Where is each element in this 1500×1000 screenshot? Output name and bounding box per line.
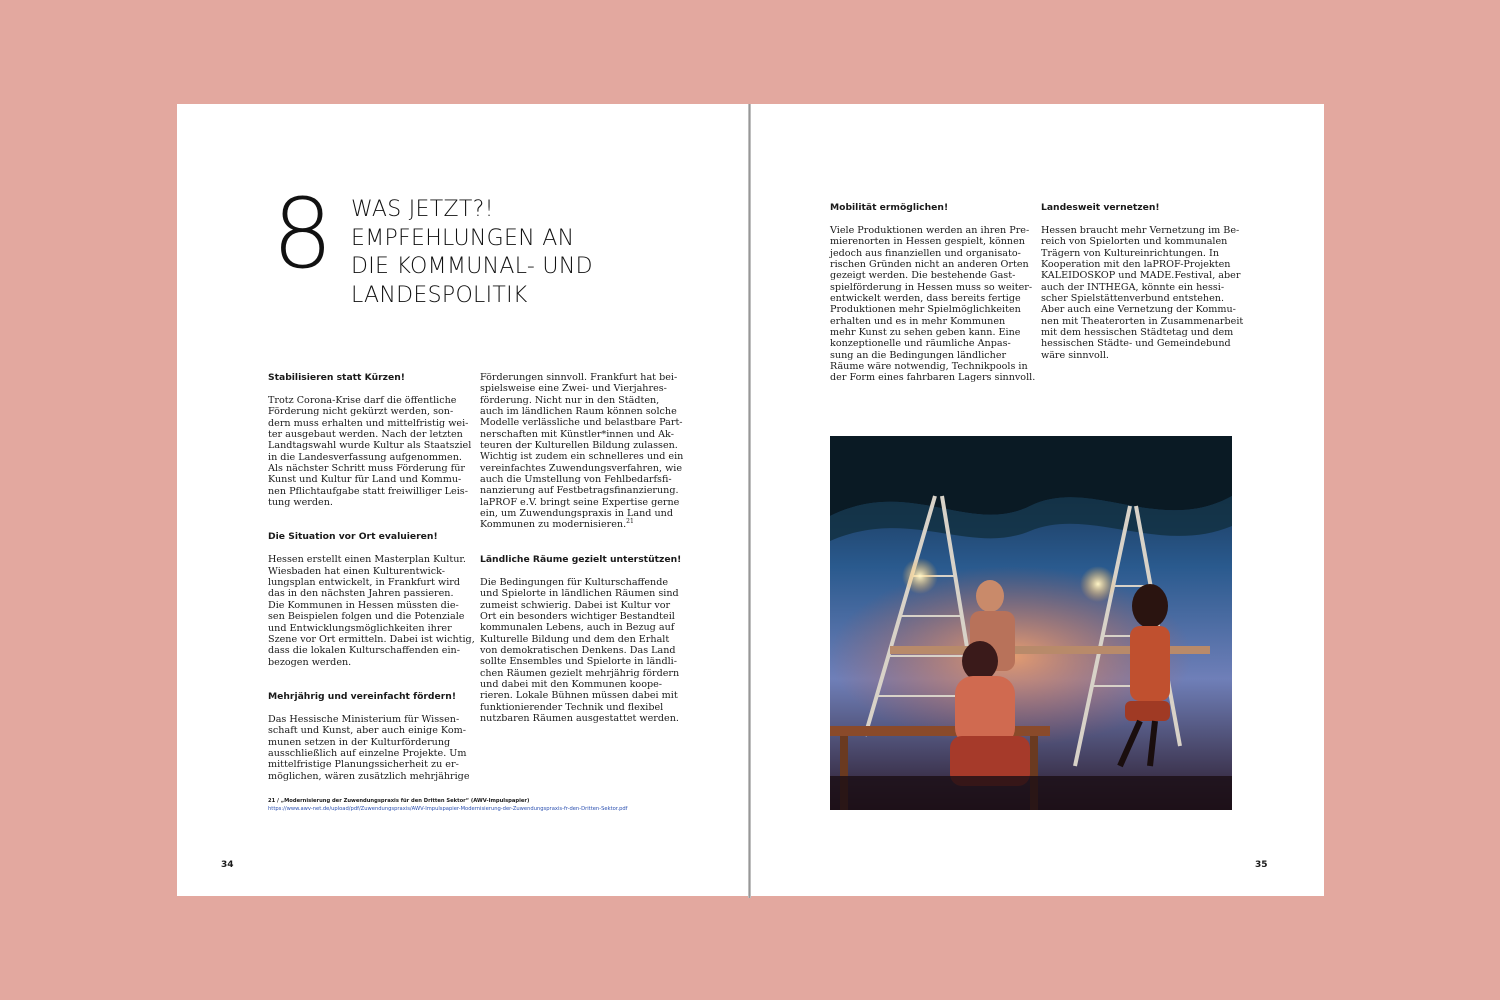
theater-stage-image bbox=[830, 436, 1232, 810]
body-text-line: in die Landesverfassung aufgenommen. bbox=[268, 451, 462, 463]
body-text-line: mierenorten in Hessen gespielt, können bbox=[830, 236, 1025, 248]
footnote bbox=[268, 798, 628, 813]
body-text-line: Landtagswahl wurde Kultur als Staatsziel bbox=[268, 440, 472, 452]
body-text-line: Aber auch eine Vernetzung der Kommu- bbox=[1041, 304, 1236, 316]
body-text-line: förderung. Nicht nur in den Städten, bbox=[480, 394, 660, 406]
left-column-2 bbox=[480, 372, 684, 724]
body-text-line: auch im ländlichen Raum können solche bbox=[480, 406, 677, 418]
right-column-2 bbox=[1041, 202, 1244, 361]
body-text-line: Modelle verlässliche und belastbare Part- bbox=[480, 417, 683, 429]
body-text-line: Ort ein besonders wichtiger Bestandteil bbox=[480, 610, 675, 622]
page-number-right: 35 bbox=[1255, 860, 1268, 870]
body-text-line: dass die lokalen Kulturschaffenden ein- bbox=[268, 645, 460, 657]
body-text-line: teuren der Kulturellen Bildung zulassen. bbox=[480, 440, 678, 452]
body-text-line: jedoch aus finanziellen und organisato- bbox=[830, 247, 1021, 259]
body-text-line: wäre sinnvoll. bbox=[1041, 349, 1109, 361]
body-text-line: mittelfristige Planungssicherheit zu er- bbox=[268, 759, 459, 771]
body-text-line: Viele Produktionen werden an ihren Pre- bbox=[830, 225, 1030, 236]
body-text-line: bezogen werden. bbox=[268, 656, 352, 668]
chapter-number: 8 bbox=[272, 178, 334, 290]
body-text-line: Hessen braucht mehr Vernetzung im Be- bbox=[1041, 225, 1240, 236]
body-text-line: von demokratischen Denkens. Das Land bbox=[480, 644, 676, 656]
body-text-line: zumeist schwierig. Dabei ist Kultur vor bbox=[480, 599, 671, 611]
body-text-line: dern muss erhalten und mittelfristig wei- bbox=[268, 417, 469, 429]
body-text-line: Förderungen sinnvoll. Frankfurt hat bei- bbox=[480, 372, 678, 383]
spacer bbox=[268, 702, 468, 714]
chapter-title-line: DIE KOMMUNAL- UND bbox=[351, 254, 593, 279]
body-text-line: Als nächster Schritt muss Förderung für bbox=[268, 463, 465, 475]
body-text-line: schaft und Kunst, aber auch einige Kom- bbox=[268, 725, 466, 737]
body-text-line: Kooperation mit den laPROF-Projekten bbox=[1041, 259, 1231, 271]
body-text-line: und Spielorte in ländlichen Räumen sind bbox=[480, 588, 679, 600]
body-text-line: rieren. Lokale Bühnen müssen dabei mit bbox=[480, 690, 678, 702]
body-text-line: nerschaften mit Künstler*innen und Ak- bbox=[480, 428, 674, 440]
body-text-line: entwickelt werden, dass bereits fertige bbox=[830, 293, 1021, 305]
spacer bbox=[268, 542, 468, 554]
body-text-line: mehr Kunst zu sehen geben kann. Eine bbox=[830, 327, 1021, 339]
body-text-line: Das Hessische Ministerium für Wissen- bbox=[268, 713, 460, 725]
body-text-line: nen Pflichtaufgabe statt freiwilliger Leis- bbox=[268, 485, 468, 497]
body-text-line: der Form eines fahrbaren Lagers sinnvoll. bbox=[830, 372, 1036, 384]
body-text-line: laPROF e.V. bringt seine Expertise gerne bbox=[480, 496, 680, 508]
body-text-line: nutzbaren Räumen ausgestattet werden. bbox=[480, 712, 679, 724]
body-text-line: ein, um Zuwendungspraxis in Land und bbox=[480, 508, 673, 520]
body-text-line: KALEIDOSKOP und MADE.Festival, aber bbox=[1041, 270, 1241, 282]
spacer bbox=[480, 565, 680, 577]
body-text-line: sollte Ensembles und Spielorte in ländli- bbox=[480, 656, 677, 668]
footnote-reference: 21 bbox=[626, 518, 634, 526]
section-heading: Stabilisieren statt Kürzen! bbox=[268, 372, 405, 383]
body-text-line: Szene vor Ort ermitteln. Dabei ist wichtig, bbox=[268, 633, 475, 645]
spacer bbox=[480, 531, 680, 554]
body-text-line: nen mit Theaterorten in Zusammenarbeit bbox=[1041, 315, 1244, 327]
left-column-1 bbox=[268, 372, 475, 782]
section-heading: Ländliche Räume gezielt unterstützen! bbox=[480, 553, 682, 565]
body-text-line: Die Kommunen in Hessen müssten die- bbox=[268, 599, 459, 611]
body-text-line: Hessen erstellt einen Masterplan Kultur. bbox=[268, 554, 466, 566]
body-text-line: Produktionen mehr Spielmöglichkeiten bbox=[830, 304, 1021, 316]
body-text-line: auch die Umstellung von Fehlbedarfsfi- bbox=[480, 474, 672, 486]
body-text-line: lungsplan entwickelt, in Frankfurt wird bbox=[268, 577, 461, 589]
body-text-line: Trotz Corona-Krise darf die öffentliche bbox=[268, 395, 457, 406]
body-text-line: ausschließlich auf einzelne Projekte. Um bbox=[268, 747, 467, 759]
body-text-line: funktionierender Technik und flexibel bbox=[480, 701, 664, 713]
body-text-line: Kommunen zu modernisieren.$^{21}$ bbox=[480, 518, 634, 531]
body-text-line: mit dem hessischen Städtetag und dem bbox=[1041, 327, 1234, 339]
body-text-line: gezeigt werden. Die bestehende Gast- bbox=[830, 270, 1016, 282]
body-text-line: ter ausgebaut werden. Nach der letzten bbox=[268, 429, 463, 441]
theater-stage-photo bbox=[830, 436, 1232, 810]
body-text-line: spielförderung in Hessen muss so weiter- bbox=[830, 281, 1033, 293]
right-column-1 bbox=[830, 202, 1036, 384]
body-text-line: munen setzen in der Kulturförderung bbox=[268, 736, 451, 748]
section-heading: Mehrjährig und vereinfacht fördern! bbox=[268, 690, 457, 702]
spacer bbox=[268, 508, 468, 531]
left-page bbox=[177, 104, 749, 896]
chapter-title bbox=[351, 196, 671, 310]
body-text-line: und dabei mit den Kommunen koope- bbox=[480, 678, 663, 690]
body-text-line: Die Bedingungen für Kulturschaffende bbox=[480, 576, 669, 588]
section-heading: Die Situation vor Ort evaluieren! bbox=[268, 531, 438, 543]
chapter-title-line: LANDESPOLITIK bbox=[351, 282, 528, 308]
body-text-line: sen Beispielen folgen und die Potenziale bbox=[268, 611, 465, 623]
body-text-line: Kulturelle Bildung und dem den Erhalt bbox=[480, 633, 670, 645]
body-text-line: hessischen Städte- und Gemeindebund bbox=[1041, 338, 1231, 350]
body-text-line: möglichen, wären zusätzlich mehrjährige bbox=[268, 770, 470, 782]
body-text-line: erhalten und es in mehr Kommunen bbox=[830, 315, 1006, 327]
body-text-line: tung werden. bbox=[268, 497, 333, 509]
body-text-line: reich von Spielorten und kommunalen bbox=[1041, 236, 1228, 248]
body-text-line: und Entwicklungsmöglichkeiten ihrer bbox=[268, 622, 452, 634]
chapter-title-line: WAS JETZT?! bbox=[351, 197, 494, 222]
right-page bbox=[751, 104, 1324, 896]
body-text-line: scher Spielstättenverbund entstehen. bbox=[1041, 293, 1225, 305]
body-text-line: Trägern von Kultureinrichtungen. In bbox=[1041, 247, 1219, 259]
body-text-line: Förderung nicht gekürzt werden, son- bbox=[268, 406, 454, 418]
body-text-line: Wiesbaden hat einen Kulturentwick- bbox=[268, 565, 445, 577]
body-text-line: kommunalen Lebens, auch in Bezug auf bbox=[480, 622, 675, 634]
body-text-line: nanzierung auf Festbetragsfinanzierung. bbox=[480, 485, 679, 497]
body-text-line: chen Räumen gezielt mehrjährig fördern bbox=[480, 667, 680, 679]
spacer bbox=[1041, 213, 1241, 225]
body-text-line: Räume wäre notwendig, Technikpools in bbox=[830, 361, 1028, 373]
body-text-line: konzeptionelle und räumliche Anpas- bbox=[830, 338, 1011, 350]
body-text-line: spielsweise eine Zwei- und Vierjahres- bbox=[480, 383, 667, 395]
body-text-line: rischen Gründen nicht an anderen Orten bbox=[830, 259, 1029, 271]
section-heading: Mobilität ermöglichen! bbox=[830, 202, 949, 213]
chapter-title-line: EMPFEHLUNGEN AN bbox=[351, 225, 575, 251]
spacer bbox=[830, 213, 1030, 225]
body-text-line: Wichtig ist zudem ein schnelleres und ein bbox=[480, 451, 684, 463]
footnote-title: 21 / „Modernisierung der Zuwendungspraxis für den Dritten Sektor“ (AWV-Impulspapier) bbox=[268, 798, 530, 804]
body-text-line: das in den nächsten Jahren passieren. bbox=[268, 588, 454, 600]
section-heading: Landesweit vernetzen! bbox=[1041, 202, 1160, 213]
spacer bbox=[268, 383, 468, 395]
body-text-line: sung an die Bedingungen ländlicher bbox=[830, 349, 1007, 361]
body-text-line: Kunst und Kultur für Land und Kommu- bbox=[268, 474, 462, 486]
spacer bbox=[268, 668, 468, 691]
body-text-line: vereinfachtes Zuwendungsverfahren, wie bbox=[480, 462, 683, 474]
page-number-left: 34 bbox=[221, 860, 234, 870]
footnote-link[interactable]: https://www.awv-net.de/upload/pdf/Zuwendungspraxis/AWV-Impulspapier-Modernisierung-der-Zuwendungspraxis-fr-den-Dritten-Sektor.pdf bbox=[268, 805, 628, 812]
body-text-line: auch der INTHEGA, könnte ein hessi- bbox=[1041, 281, 1225, 293]
